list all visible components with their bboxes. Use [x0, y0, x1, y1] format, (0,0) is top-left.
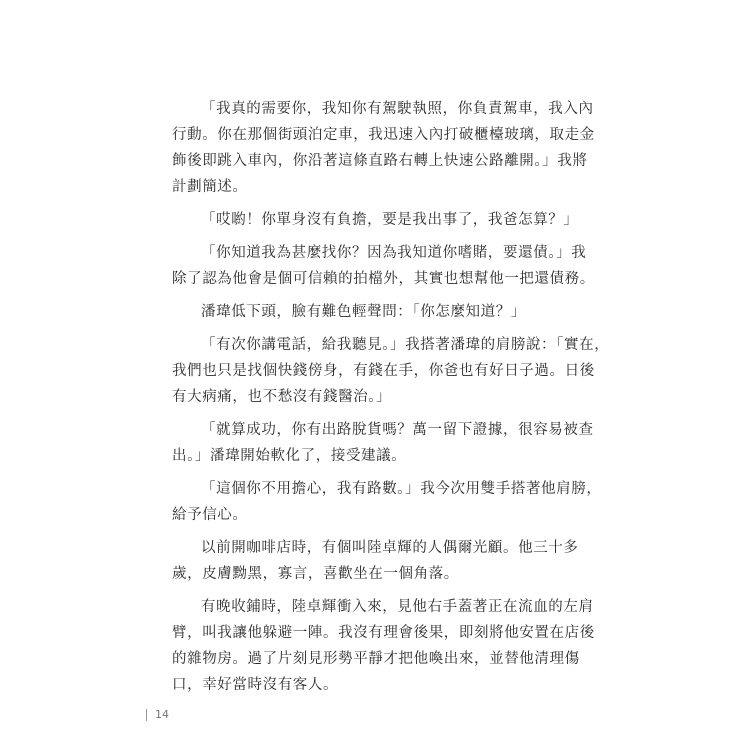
text-line: 「哎喲！你單身沒有負擔，要是我出事了，我爸怎算？」 — [201, 212, 579, 228]
paragraph-8 — [172, 535, 579, 587]
text-line: 歲，皮膚黝黑，寡言，喜歡坐在一個角落。 — [172, 566, 459, 582]
text-line: 的雜物房。過了片刻見形勢平靜才把他喚出來，並替他清理傷 — [172, 651, 580, 667]
text-line: 給予信心。 — [172, 507, 248, 523]
paragraph-9 — [172, 594, 595, 698]
text-line: 有晚收鋪時，陸卓輝衝入來，見他右手蓋著正在流血的左肩 — [201, 599, 594, 615]
text-line: 計劃簡述。 — [172, 179, 248, 195]
text-line: 潘瑋低下頭，臉有難色輕聲問：「你怎麼知道？」 — [201, 304, 526, 320]
page-footer — [146, 708, 169, 721]
text-line: 出。」潘瑋開始軟化了，接受建議。 — [172, 448, 407, 464]
paragraph-5 — [172, 332, 610, 410]
text-line: 飾後即跳入車內，你沿著這條直路右轉上快速公路離開。」我將 — [172, 153, 588, 169]
paragraph-6 — [172, 417, 594, 469]
text-line: 有大病痛，也不愁沒有錢醫治。」 — [172, 389, 392, 405]
text-line: 除了認為他會是個可信賴的拍檔外，其實也想幫他一把還債務。 — [172, 271, 595, 287]
text-line: 「有次你講電話，給我聽見。」我搭著潘瑋的肩膀說：「實在， — [201, 337, 610, 353]
text-line: 行動。你在那個街頭泊定車，我迅速入內打破櫃檯玻璃，取走金 — [172, 127, 595, 143]
text-line: 「你知道我為甚麼找你？因為我知道你嗜賭，要還債。」我 — [201, 245, 587, 261]
page-number: 14 — [155, 708, 169, 721]
text-line: 臂，叫我讓他躲避一陣。我沒有理會後果，即刻將他安置在店後 — [172, 625, 595, 641]
paragraph-1 — [172, 96, 595, 200]
footer-divider — [146, 709, 147, 721]
text-line: 口，幸好當時沒有客人。 — [172, 677, 339, 693]
text-line: 以前開咖啡店時，有個叫陸卓輝的人偶爾光顧。他三十多 — [201, 540, 579, 556]
paragraph-4 — [172, 299, 552, 325]
body-text — [172, 96, 610, 705]
text-line: 「我真的需要你，我知你有駕駛執照，你負責駕車，我入內 — [201, 101, 594, 117]
paragraph-3 — [172, 240, 595, 292]
paragraph-7 — [172, 476, 602, 528]
text-line: 「這個你不用擔心，我有路數。」我今次用雙手搭著他肩膀， — [201, 481, 602, 497]
text-line: 我們也只是找個快錢傍身，有錢在手，你爸也有好日子過。日後 — [172, 363, 595, 379]
text-line: 「就算成功，你有出路脫貨嗎？萬一留下證據，很容易被查 — [201, 422, 594, 438]
paragraph-2 — [172, 207, 579, 233]
